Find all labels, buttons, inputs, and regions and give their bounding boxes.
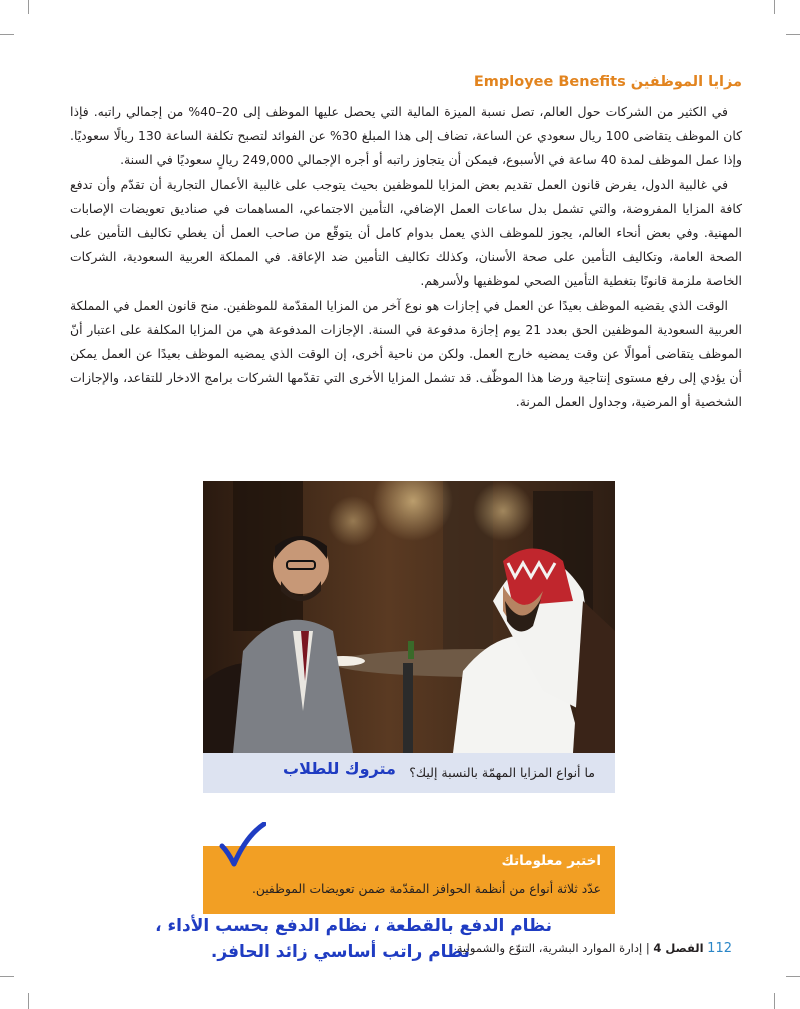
photo-caption-bar bbox=[203, 753, 615, 793]
crop-mark bbox=[774, 993, 775, 1009]
chapter-label: الفصل 4 bbox=[653, 941, 704, 955]
photo-caption: ما أنواع المزايا المهمّة بالنسبة إليك؟ bbox=[409, 765, 595, 780]
page-footer bbox=[457, 941, 732, 956]
crop-mark bbox=[28, 0, 29, 14]
restaurant-meeting-photo bbox=[203, 481, 615, 753]
chapter-title: إدارة الموارد البشرية، التنوّع والشمولية bbox=[456, 941, 643, 955]
section-title-en: Employee Benefits bbox=[473, 74, 626, 90]
paragraph: الوقت الذي يقضيه الموظف بعيدًا عن العمل في إجازات هو نوع آخر من المزايا المقدّمة للموظفين. منح قانون العمل في المملكة العربية السعودية الموظفين الحق بعدد 21 يوم إجازة مدفوعة في السنة. الإجازات المدفوعة هي من المزايا المكلفة على اعتبار أنّ الموظف يتقاضى أموالًا عن وقت يمضيه خارج العمل. ولكن من ناحية أخرى، إن الوقت الذي يمضيه الموظف بعيدًا عن العمل يمكن أن يؤدي إلى رفع مستوى إنتاجية ورضا هذا الموظّف. قد تشمل المزايا الأخرى التي تقدّمها الشركات برامج الادخار للتقاعد، والإجازات الشخصية أو المرضية، وجداول العمل المرنة. bbox=[70, 297, 742, 410]
crop-mark bbox=[0, 34, 14, 35]
section-title-ar: مزايا الموظفين bbox=[630, 74, 742, 90]
quiz-handwritten-answer-line1: نظام الدفع بالقطعة ، نظام الدفع بحسب الأداء ، bbox=[155, 916, 552, 936]
crop-mark bbox=[786, 976, 800, 977]
quiz-question: عدّد ثلاثة أنواع من أنظمة الحوافز المقدّمة ضمن تعويضات الموظفين. bbox=[251, 882, 601, 896]
crop-mark bbox=[0, 976, 14, 977]
crop-mark bbox=[28, 993, 29, 1009]
page-number: 112 bbox=[707, 941, 732, 956]
crop-mark bbox=[786, 34, 800, 35]
paragraph: في الكثير من الشركات حول العالم، تصل نسبة الميزة المالية التي يحصل عليها الموظف إلى 20–40% من إجمالي راتبه. فإذا كان الموظف يتقاضى 100 ريال سعودي عن الساعة، تضاف إلى هذا المبلغ 30% عن الفوائد لتصبح تكلفة الساعة 130 ريالًا سعوديًا. وإذا عمل الموظف لمدة 40 ساعة في الأسبوع، فيمكن أن يتجاوز راتبه أو أجره الإجمالي 249,000 ريالٍ سعوديًا في السنة. bbox=[70, 104, 742, 168]
section-title bbox=[102, 74, 742, 96]
footer-separator: | bbox=[645, 941, 650, 955]
caption-handwritten-answer: متروك للطلاب bbox=[283, 759, 396, 778]
quiz-title: اختبر معلوماتك bbox=[501, 853, 601, 869]
paragraph: في غالبية الدول، يفرض قانون العمل تقديم بعض المزايا للموظفين بحيث يتوجب على غالبية الأعمال التجارية أن تقدّم وأن تدفع كافة المزايا المفروضة، والتي تشمل بدل ساعات العمل الإضافي، التأمين الاجتماعي، المساهمات في صناديق تعويضات الإصابات المهنية. وفي بعض أنحاء العالم، يجوز للموظف الذي يعمل بدوام كامل أن يتوقّع من صاحب العمل أن يغطي تكاليف التأمين على الصحة العامة، وتكاليف التأمين على صحة الأسنان، وكذلك تكاليف التأمين ضد الإعاقة. في المملكة العربية السعودية، الشركات الخاصة ملزمة قانونًا بتغطية التأمين الصحي لموظفيها ولأسرهم. bbox=[70, 176, 742, 289]
quiz-handwritten-answer-line2: نظام راتب أساسي زائد الحافز. bbox=[210, 942, 470, 962]
crop-mark bbox=[774, 0, 775, 14]
checkmark-icon bbox=[218, 822, 266, 868]
body-text bbox=[70, 100, 742, 415]
